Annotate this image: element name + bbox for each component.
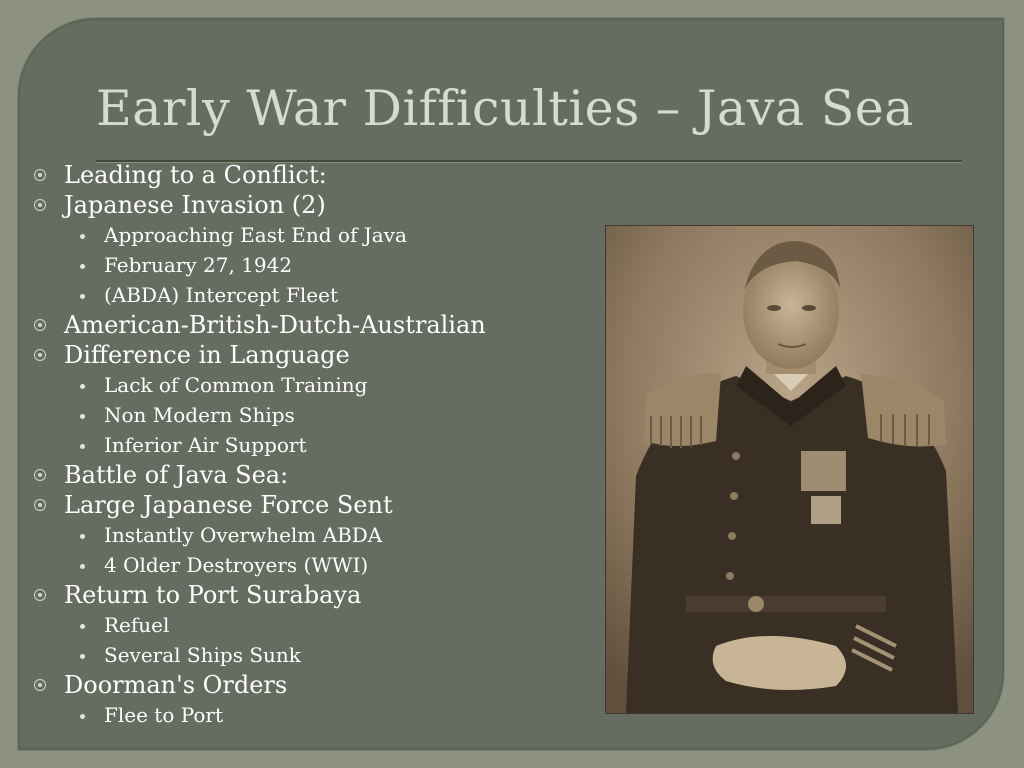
bullet-item — [34, 340, 594, 370]
sub-bullet-text: (ABDA) Intercept Fleet — [104, 283, 339, 307]
circle-bullet-icon — [34, 199, 46, 211]
dot-bullet-icon — [80, 294, 85, 299]
sub-bullet-item — [34, 430, 594, 460]
bullet-item — [34, 310, 594, 340]
sub-bullet-text: Refuel — [104, 613, 170, 637]
bullet-item — [34, 580, 594, 610]
bullet-item — [34, 670, 594, 700]
dot-bullet-icon — [80, 714, 85, 719]
circle-bullet-icon — [34, 499, 46, 511]
sub-bullet-item — [34, 280, 594, 310]
circle-bullet-icon — [34, 349, 46, 361]
sub-bullet-text: Approaching East End of Java — [104, 223, 407, 247]
bullet-item — [34, 160, 594, 190]
circle-bullet-icon — [34, 319, 46, 331]
dot-bullet-icon — [80, 534, 85, 539]
dot-bullet-icon — [80, 564, 85, 569]
bullet-item — [34, 190, 594, 220]
sub-bullet-item — [34, 640, 594, 670]
sub-bullet-text: Flee to Port — [104, 703, 224, 727]
sub-bullet-item — [34, 520, 594, 550]
sub-bullet-item — [34, 610, 594, 640]
circle-bullet-icon — [34, 679, 46, 691]
bullet-text: Battle of Java Sea: — [64, 461, 289, 489]
dot-bullet-icon — [80, 414, 85, 419]
sub-bullet-text: Lack of Common Training — [104, 373, 368, 397]
sub-bullet-text: 4 Older Destroyers (WWI) — [104, 553, 369, 577]
dot-bullet-icon — [80, 264, 85, 269]
dot-bullet-icon — [80, 624, 85, 629]
sub-bullet-text: February 27, 1942 — [104, 253, 293, 277]
dot-bullet-icon — [80, 234, 85, 239]
bullet-item — [34, 490, 594, 520]
portrait-image — [606, 226, 973, 713]
dot-bullet-icon — [80, 654, 85, 659]
sub-bullet-text: Non Modern Ships — [104, 403, 295, 427]
sub-bullet-item — [34, 220, 594, 250]
dot-bullet-icon — [80, 384, 85, 389]
bullet-list — [34, 160, 594, 730]
bullet-text: Large Japanese Force Sent — [64, 491, 393, 519]
slide-title: Early War Difficulties – Java Sea — [96, 80, 914, 137]
dot-bullet-icon — [80, 444, 85, 449]
sub-bullet-text: Inferior Air Support — [104, 433, 307, 457]
circle-bullet-icon — [34, 169, 46, 181]
sub-bullet-item — [34, 370, 594, 400]
bullet-text: Leading to a Conflict: — [64, 161, 327, 189]
circle-bullet-icon — [34, 589, 46, 601]
bullet-text: American-British-Dutch-Australian — [64, 311, 486, 339]
sub-bullet-text: Instantly Overwhelm ABDA — [104, 523, 383, 547]
bullet-text: Japanese Invasion (2) — [64, 191, 326, 219]
sub-bullet-item — [34, 700, 594, 730]
bullet-text: Difference in Language — [64, 341, 350, 369]
portrait-photo — [605, 225, 974, 714]
bullet-text: Return to Port Surabaya — [64, 581, 362, 609]
sub-bullet-text: Several Ships Sunk — [104, 643, 301, 667]
sub-bullet-item — [34, 550, 594, 580]
bullet-text: Doorman's Orders — [64, 671, 288, 699]
sub-bullet-item — [34, 250, 594, 280]
circle-bullet-icon — [34, 469, 46, 481]
sub-bullet-item — [34, 400, 594, 430]
bullet-item — [34, 460, 594, 490]
